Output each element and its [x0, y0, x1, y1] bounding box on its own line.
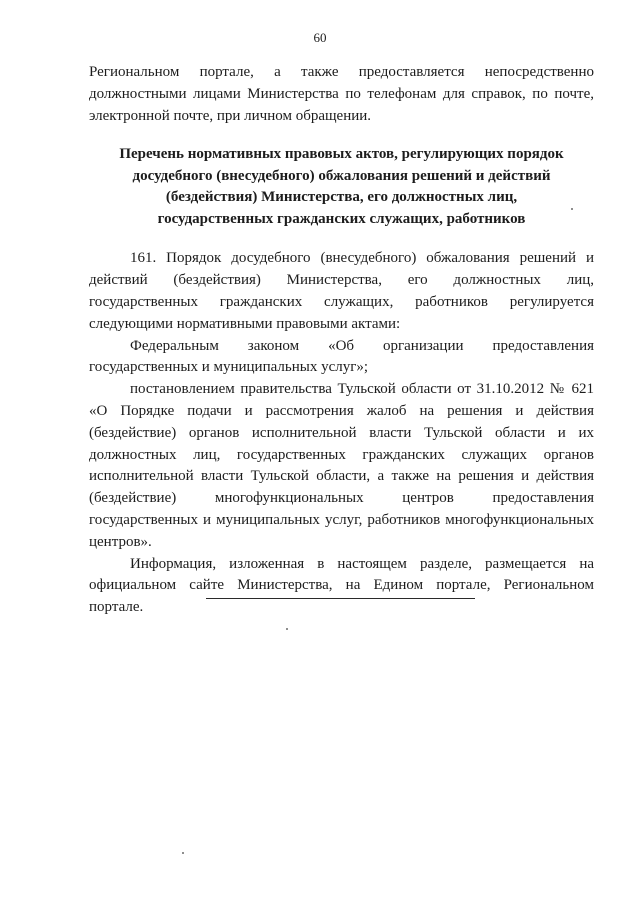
clause-161-paragraph: 161. Порядок досудебного (внесудебного) обжалования решений и действий (бездействия) Министерства, его должностных лиц, государственных гражданских служащих, работников регулируется следующими нормативными правовыми актами: [89, 250, 594, 332]
intro-paragraph: Региональном портале, а также предоставляется непосредственно должностными лицами Министерства по телефонам для справок, по почте, электронной почте, при личном обращении. [89, 64, 594, 124]
page-number: 60 [313, 30, 327, 45]
scan-artifact [286, 628, 288, 630]
regional-resolution-paragraph: постановлением правительства Тульской области от 31.10.2012 № 621 «О Порядке подачи и рассмотрения жалоб на решения и действия (бездействие) органов исполнительной власти Тульской области и их должностных лиц, государственных гражданских служащих органов исполнительной власти Тульской области, а также на решения и действия (бездействие) многофункциональных центров предоставления государственных и муниципальных услуг, работников многофункциональных центров». [89, 381, 594, 550]
end-of-section-divider [206, 598, 475, 599]
section-heading-line: досудебного (внесудебного) обжалования решений и действий [132, 167, 551, 184]
document-body [89, 62, 594, 619]
section-heading-line: (бездействия) Министерства, его должностных лиц, [165, 189, 518, 206]
section-heading-line: Перечень нормативных правовых актов, регулирующих порядок [119, 146, 564, 163]
scan-artifact [571, 208, 573, 210]
section-heading-line: государственных гражданских служащих, работников [157, 210, 526, 227]
section-heading [89, 144, 594, 230]
federal-law-paragraph: Федеральным законом «Об организации предоставления государственных и муниципальных услуг»; [89, 337, 594, 376]
scan-artifact [182, 852, 184, 854]
information-placement-paragraph: Информация, изложенная в настоящем разделе, размещается на официальном сайте Министерства, на Едином портале, Региональном портале. [89, 555, 594, 616]
